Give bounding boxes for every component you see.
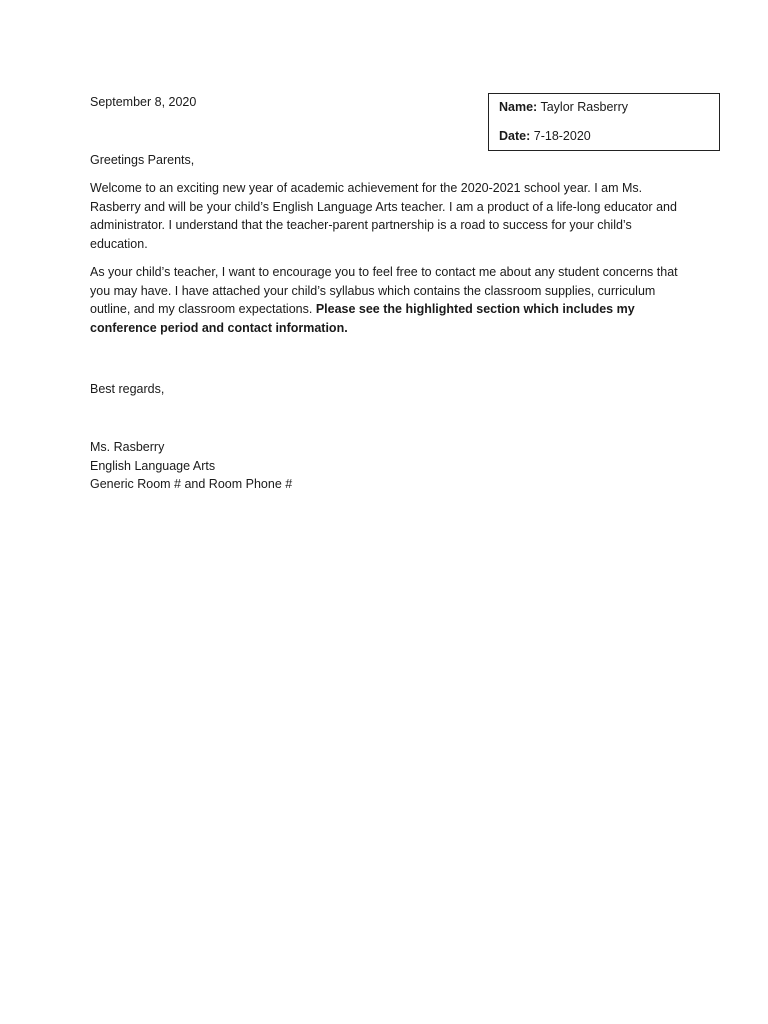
letter-date: September 8, 2020 [90, 95, 197, 109]
letter-body [90, 151, 690, 347]
paragraph-contact [90, 263, 690, 337]
date-row [499, 128, 719, 144]
signature-name: Ms. Rasberry [90, 440, 165, 454]
paragraph-welcome: Welcome to an exciting new year of academic achievement for the 2020-2021 school year. I am Ms. Rasberry and will be your child’s English Language Arts teacher. I am a product of a life-long educator and administrator. I understand that the teacher-parent partnership is a road to success for your child’s education. [90, 181, 677, 251]
signature-room: Generic Room # and Room Phone # [90, 477, 293, 492]
name-date-box [488, 93, 720, 151]
signature-subject: English Language Arts [90, 458, 216, 473]
date-label: Date: [499, 129, 531, 143]
name-row [499, 99, 719, 115]
paragraph-contact-highlight: Please see the highlighted section which includes my conference period and contact information. [90, 302, 635, 335]
greeting: Greetings Parents, [90, 153, 195, 167]
closing: Best regards, [90, 382, 165, 396]
date-value: 7-18-2020 [533, 129, 591, 143]
name-label: Name: [499, 100, 538, 114]
paragraph-contact-text: As your child’s teacher, I want to encourage you to feel free to contact me about any student concerns that you may have. I have attached your child’s syllabus which contains the classroom supplies, curriculum outline, and my classroom expectations. [90, 264, 678, 317]
name-value: Taylor Rasberry [540, 100, 628, 114]
signature-block [90, 438, 292, 494]
